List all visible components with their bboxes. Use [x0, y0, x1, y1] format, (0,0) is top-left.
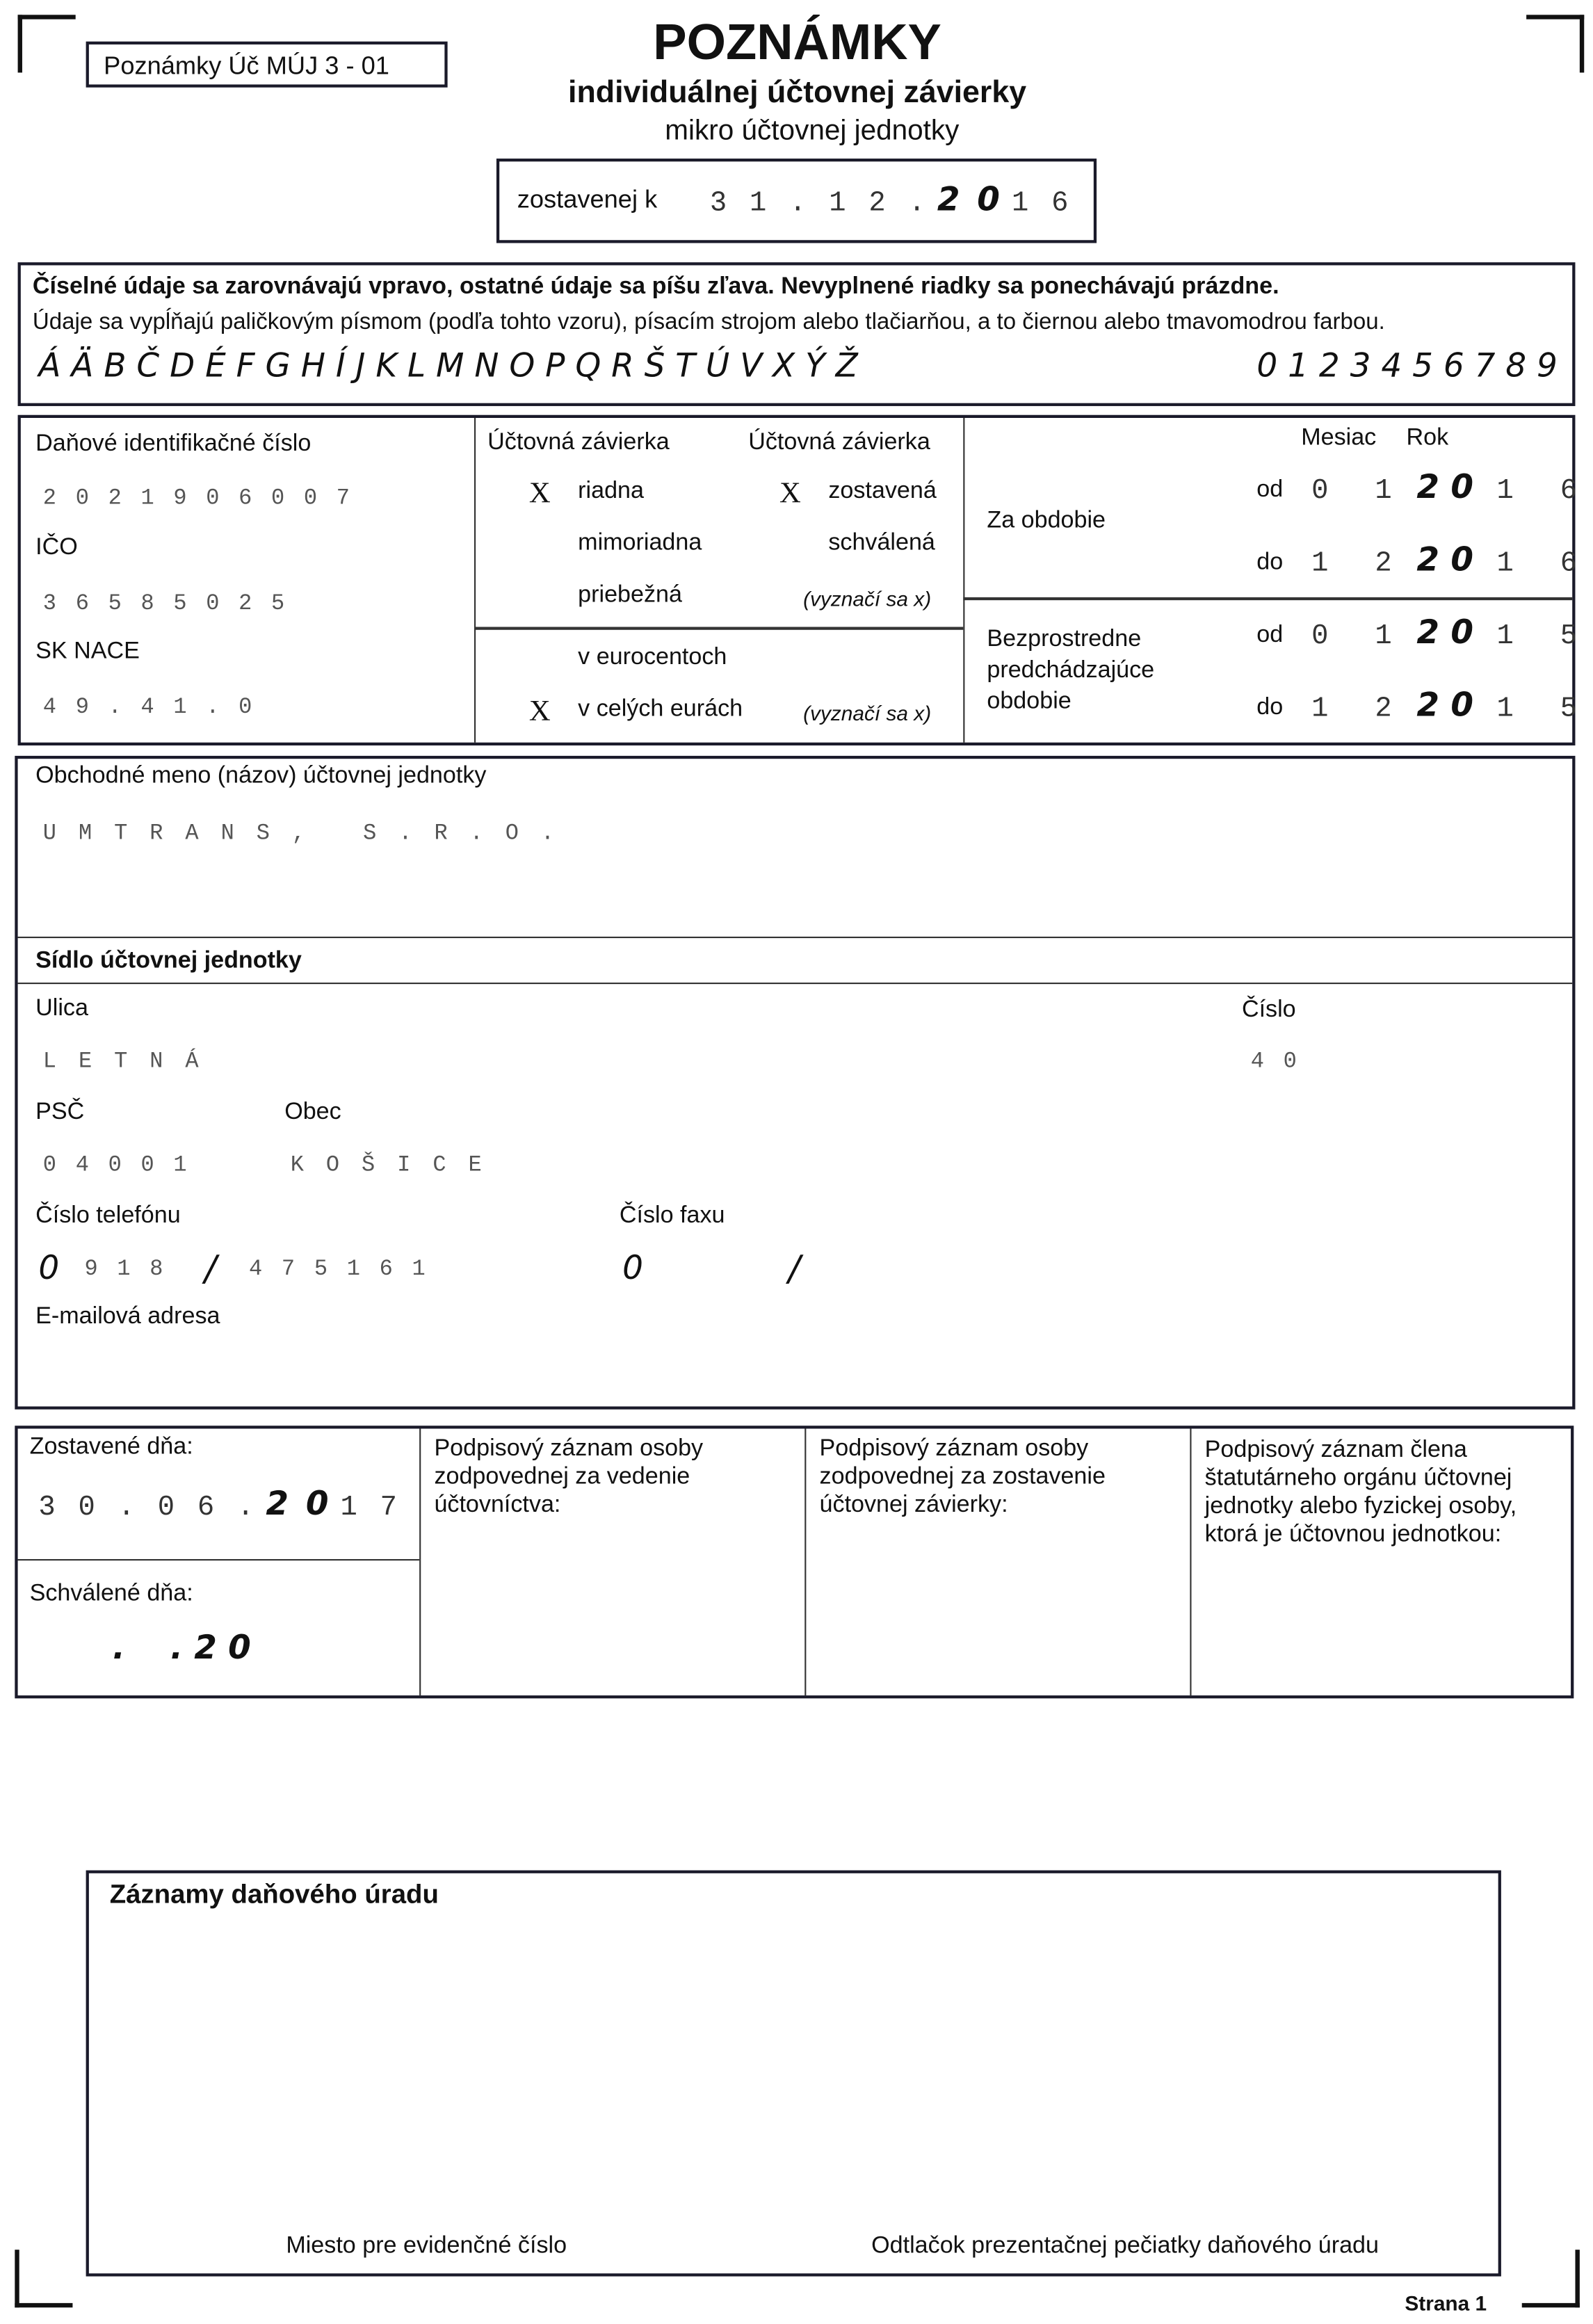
- form-code: Poznámky Úč MÚJ 3 - 01: [104, 51, 389, 81]
- fax-label: Číslo faxu: [619, 1203, 725, 1229]
- identification-box: [18, 415, 1592, 745]
- statement-type-title: Účtovná závierka: [487, 430, 670, 455]
- sample-digits: 0 1 2 3 4 5 6 7 8 9: [1256, 348, 1558, 386]
- evidence-number-label: Miesto pre evidenčné číslo: [286, 2233, 567, 2259]
- prev-to-month[interactable]: 1 2: [1311, 692, 1407, 725]
- sample-row: [38, 348, 1557, 385]
- number-value[interactable]: 40: [1250, 1049, 1316, 1075]
- ico-label: IČO: [35, 535, 78, 560]
- compiled-on-label: Zostavené dňa:: [29, 1435, 193, 1460]
- corner-mark: [15, 2250, 72, 2307]
- option-priebezna[interactable]: priebežná: [578, 582, 682, 608]
- divider: [18, 937, 1573, 938]
- street-value[interactable]: LETNÁ: [42, 1049, 221, 1075]
- cur-to-year[interactable]: 1 6: [1496, 547, 1592, 580]
- compiled-on-field[interactable]: [38, 1487, 400, 1524]
- signature-accounting[interactable]: Podpisový záznam osoby zodpovednej za vedenie účtovníctva:: [434, 1436, 704, 1518]
- prev-to-year[interactable]: 1 5: [1496, 692, 1592, 725]
- instructions-box: [18, 262, 1576, 406]
- do-label: do: [1256, 695, 1284, 720]
- dic-label: Daňové identifikačné číslo: [35, 431, 312, 457]
- option-schvalena[interactable]: schválená: [828, 530, 935, 556]
- previous-period-label: Bezprostredne predchádzajúce obdobie: [987, 627, 1155, 715]
- seat-label: Sídlo účtovnej jednotky: [35, 948, 302, 974]
- email-label: E-mailová adresa: [35, 1304, 220, 1330]
- mark-note: (vyznačí sa x): [803, 701, 932, 725]
- option-cele-eura: v celých eurách: [578, 696, 743, 722]
- option-eurocent[interactable]: v eurocentoch: [578, 645, 727, 670]
- prev-to-year-hw[interactable]: 2 0: [1416, 687, 1474, 725]
- compiled-on-year: 1 7: [340, 1490, 401, 1524]
- statement-state-title: Účtovná závierka: [748, 430, 930, 455]
- option-zostavena: zostavená: [828, 478, 937, 504]
- psc-value[interactable]: 04001: [42, 1153, 207, 1179]
- dic-value[interactable]: 2021906007: [42, 486, 369, 512]
- compiled-year: 1 6: [1011, 186, 1072, 220]
- checkbox-riadna[interactable]: X: [528, 477, 551, 510]
- divider: [18, 983, 1573, 984]
- corner-mark: [18, 15, 76, 72]
- divider: [474, 418, 476, 743]
- corner-mark: [1526, 15, 1584, 72]
- signature-statement[interactable]: Podpisový záznam osoby zodpovednej za zostavenie účtovnej závierky:: [819, 1436, 1106, 1518]
- cur-from-year-hw[interactable]: 2 0: [1416, 469, 1474, 507]
- compiled-date: 3 1 . 1 2 .: [709, 186, 929, 220]
- name-value[interactable]: UMTRANS, S.R.O.: [42, 821, 577, 846]
- divider: [1190, 1428, 1191, 1695]
- compiled-on-date: 3 0 . 0 6 .: [38, 1490, 257, 1524]
- current-period-label: Za obdobie: [987, 508, 1106, 534]
- signature-statutory[interactable]: Podpisový záznam člena štatutárneho orgánu účtovnej jednotky alebo fyzickej osoby, ktorá je účtovnou jednotkou:: [1204, 1437, 1517, 1547]
- instructions-line-1: Číselné údaje sa zarovnávajú vpravo, ostatné údaje sa píšu zľava. Nevyplnené riadky sa ponechávajú prázdne.: [32, 274, 1279, 300]
- cur-to-month[interactable]: 1 2: [1311, 547, 1407, 580]
- divider: [18, 1559, 420, 1560]
- phone-label: Číslo telefónu: [35, 1203, 181, 1229]
- compiled-date-box: [496, 159, 1097, 243]
- signature-box: [15, 1426, 1574, 1698]
- cur-to-year-hw[interactable]: 2 0: [1416, 542, 1474, 580]
- approved-on-label: Schválené dňa:: [29, 1581, 193, 1607]
- nace-value[interactable]: 49.41.0: [42, 695, 272, 720]
- compiled-year-hw: 2 0: [937, 182, 1003, 220]
- divider: [963, 418, 964, 743]
- od-label: od: [1256, 622, 1284, 648]
- cur-from-month[interactable]: 0 1: [1311, 474, 1407, 507]
- form-code-box: [86, 42, 448, 88]
- ico-value[interactable]: 36585025: [42, 591, 304, 617]
- fax-prefix[interactable]: 0: [622, 1250, 643, 1289]
- do-label: do: [1256, 549, 1284, 575]
- city-value[interactable]: KOŠICE: [290, 1153, 504, 1179]
- approved-on-date[interactable]: . . 2 0: [112, 1630, 251, 1668]
- phone-area[interactable]: 918: [84, 1257, 183, 1282]
- compiled-on-year-hw: 2 0: [266, 1486, 332, 1524]
- compiled-date-field[interactable]: [710, 182, 1072, 219]
- instructions-line-2: Údaje sa vypĺňajú paličkovým písmom (podľa tohto vzoru), písacím strojom alebo tlačiarňou, a to čiernou alebo tmavomodrou farbou.: [32, 309, 1385, 335]
- phone-value[interactable]: 475161: [249, 1257, 445, 1282]
- page-number: Strana 1: [1405, 2291, 1487, 2315]
- prev-from-year-hw[interactable]: 2 0: [1416, 615, 1474, 652]
- option-mimoriadna[interactable]: mimoriadna: [578, 530, 702, 556]
- divider: [474, 627, 963, 629]
- city-label: Obec: [284, 1099, 341, 1125]
- od-label: od: [1256, 477, 1284, 503]
- phone-prefix[interactable]: 0: [38, 1250, 60, 1289]
- compiled-label: zostavenej k: [517, 185, 658, 213]
- divider: [804, 1428, 806, 1695]
- phone-slash: /: [204, 1248, 217, 1290]
- page-subtitle: individuálnej účtovnej závierky: [568, 75, 1027, 110]
- tax-office-box: [86, 1871, 1501, 2277]
- nace-label: SK NACE: [35, 638, 140, 664]
- divider: [419, 1428, 421, 1695]
- number-label: Číslo: [1241, 997, 1296, 1023]
- sample-letters: Á Ä B Č D É F G H Í J K L M N O P Q R Š T Ú V X Ý Ž: [38, 348, 858, 386]
- psc-label: PSČ: [35, 1099, 85, 1125]
- cur-from-year[interactable]: 1 6: [1496, 474, 1592, 507]
- street-label: Ulica: [35, 996, 88, 1022]
- divider: [963, 597, 1572, 600]
- checkbox-cele-eura[interactable]: X: [528, 695, 551, 728]
- month-label: Mesiac: [1301, 425, 1377, 451]
- page-title: POZNÁMKY: [653, 15, 941, 72]
- mark-note: (vyznačí sa x): [803, 586, 932, 611]
- checkbox-zostavena[interactable]: X: [779, 477, 801, 510]
- option-riadna: riadna: [578, 478, 644, 504]
- year-label: Rok: [1406, 425, 1449, 451]
- prev-from-year[interactable]: 1 5: [1496, 619, 1592, 652]
- tax-office-title: Záznamy daňového úradu: [109, 1879, 439, 1909]
- fax-slash: /: [788, 1248, 801, 1290]
- stamp-label: Odtlačok prezentačnej pečiatky daňového úradu: [871, 2233, 1379, 2259]
- corner-mark: [1522, 2250, 1580, 2307]
- page-subtitle-2: mikro účtovnej jednotky: [665, 115, 960, 147]
- entity-box: [15, 756, 1575, 1410]
- prev-from-month[interactable]: 0 1: [1311, 619, 1407, 652]
- name-label: Obchodné meno (názov) účtovnej jednotky: [35, 763, 487, 789]
